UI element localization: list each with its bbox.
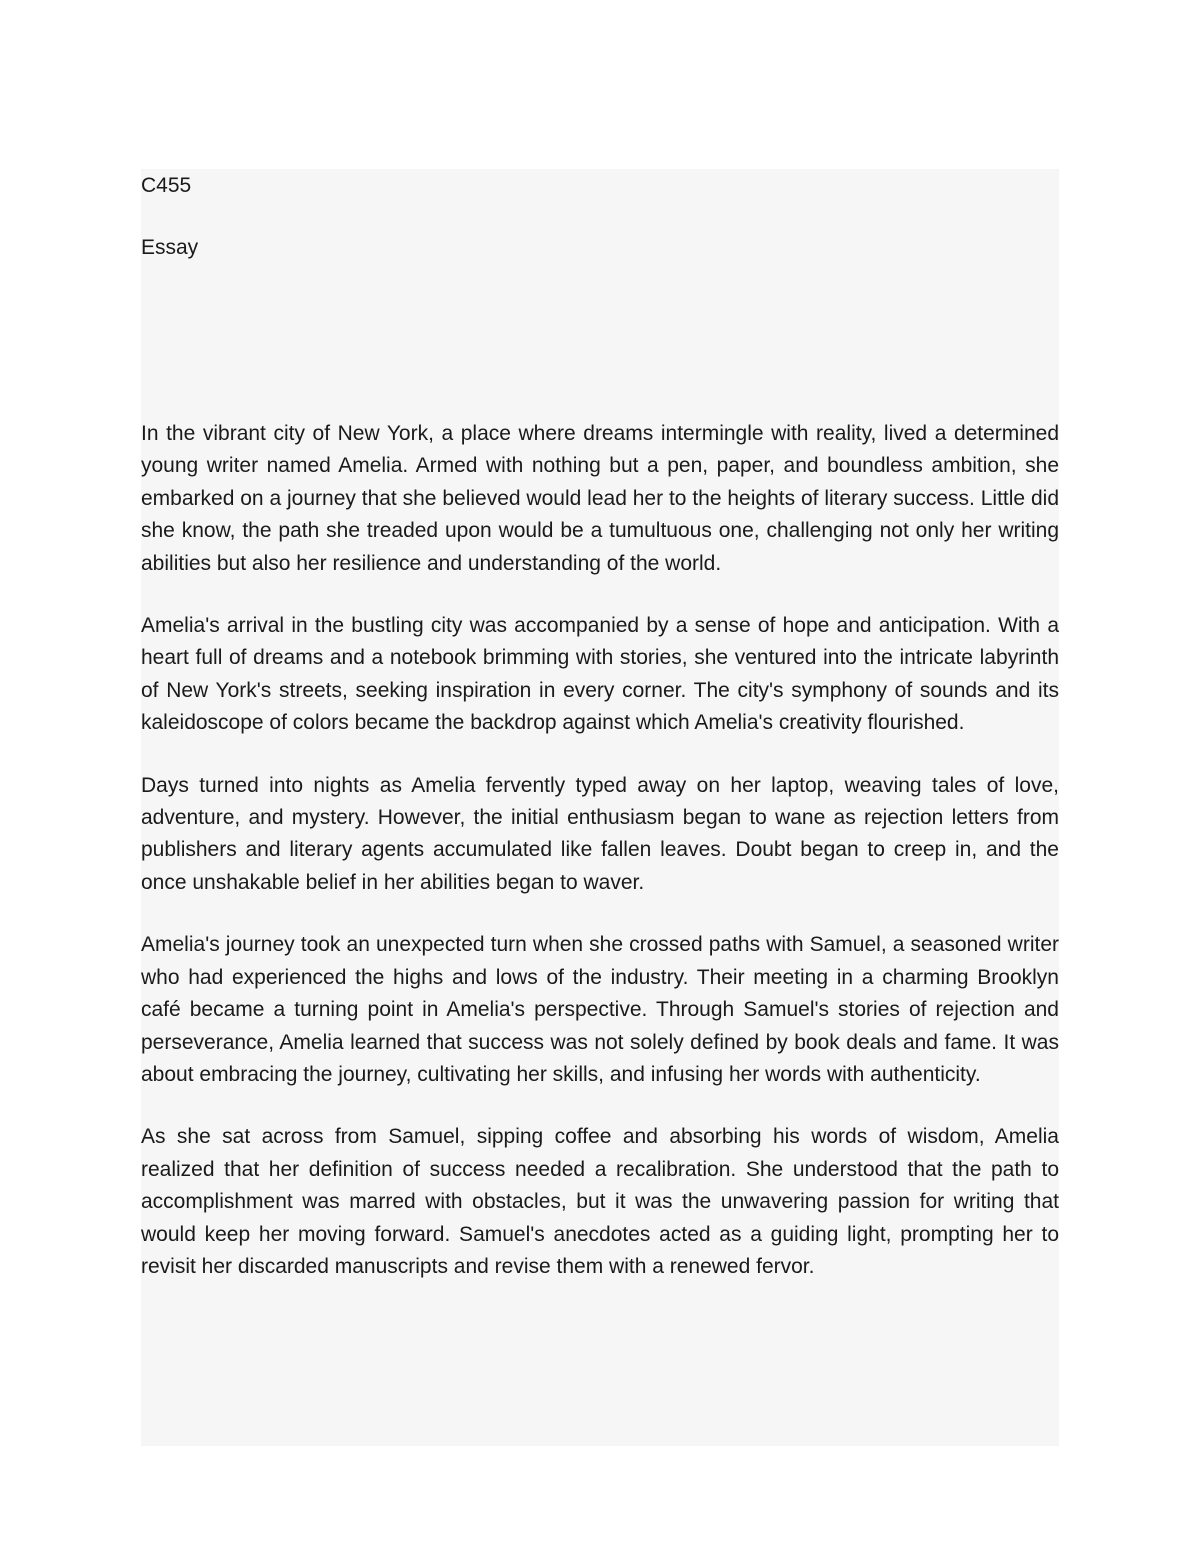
document-code: C455 bbox=[141, 174, 192, 197]
essay-paragraph: Amelia's journey took an unexpected turn when she crossed paths with Samuel, a seasoned writer who had experienced the highs and lows of the industry. Their meeting in a charming Brooklyn café became a turning point in Amelia's perspective. Through Samuel's stories of rejection and perseverance, Amelia learned that success was not solely defined by book deals and fame. It was about embracing the journey, cultivating her skills, and infusing her words with authenticity. bbox=[141, 933, 1059, 1086]
essay-paragraph: As she sat across from Samuel, sipping coffee and absorbing his words of wisdom, Amelia realized that her definition of success needed a recalibration. She understood that the path to accomplishment was marred with obstacles, but it was the unwavering passion for writing that would keep her moving forward. Samuel's anecdotes acted as a guiding light, prompting her to revisit her discarded manuscripts and revise them with a renewed fervor. bbox=[141, 1125, 1059, 1278]
essay-paragraph: Days turned into nights as Amelia fervently typed away on her laptop, weaving tales of love, adventure, and mystery. However, the initial enthusiasm began to wane as rejection letters from publishers and literary agents accumulated like fallen leaves. Doubt began to creep in, and the once unshakable belief in her abilities began to waver. bbox=[141, 773, 1059, 894]
essay-body bbox=[141, 418, 1059, 1313]
essay-paragraph: Amelia's arrival in the bustling city was accompanied by a sense of hope and anticipation. With a heart full of dreams and a notebook brimming with stories, she ventured into the intricate labyrinth of New York's streets, seeking inspiration in every corner. The city's symphony of sounds and its kaleidoscope of colors became the backdrop against which Amelia's creativity flourished. bbox=[141, 614, 1059, 735]
document-type-heading: Essay bbox=[141, 236, 199, 259]
essay-paragraph: In the vibrant city of New York, a place where dreams intermingle with reality, lived a determined young writer named Amelia. Armed with nothing but a pen, paper, and boundless ambition, she embarked on a journey that she believed would lead her to the heights of literary success. Little did she know, the path she treaded upon would be a tumultuous one, challenging not only her writing abilities but also her resilience and understanding of the world. bbox=[141, 422, 1059, 575]
